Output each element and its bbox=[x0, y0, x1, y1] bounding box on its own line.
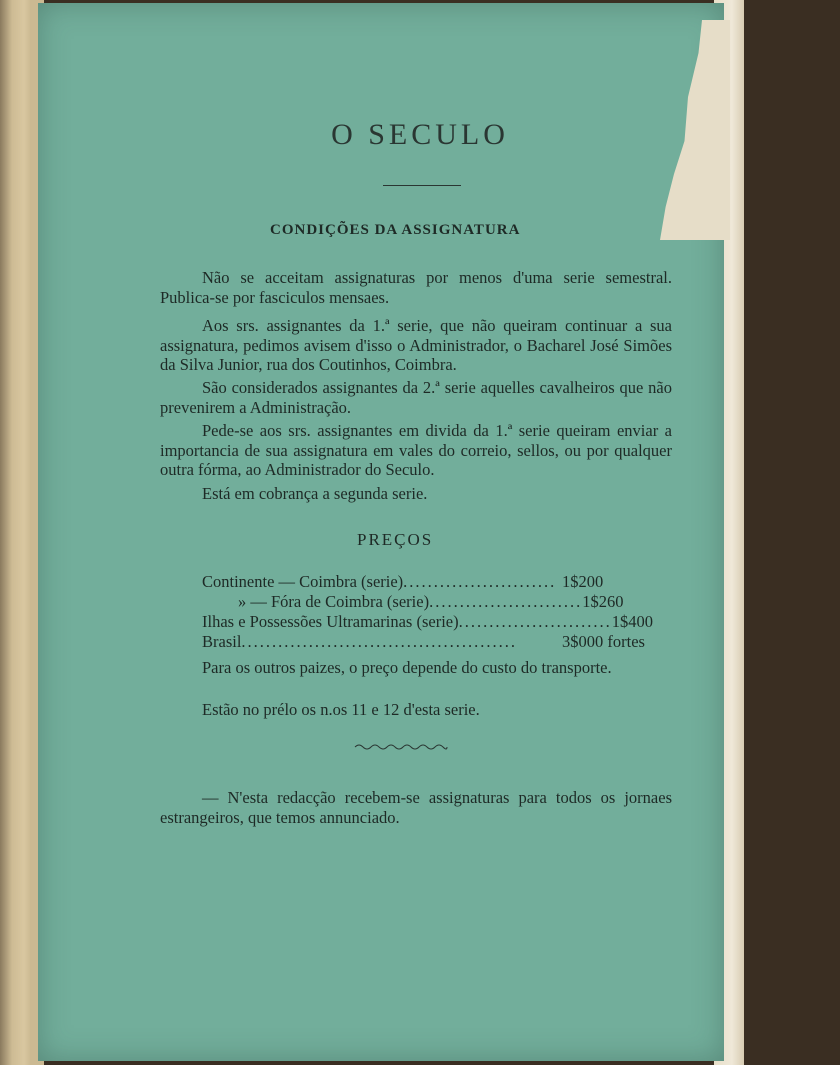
leader-dots: ......................... bbox=[458, 612, 612, 631]
paragraph-prices-note-1: Para os outros paizes, o preço depende do custo do transporte. bbox=[202, 658, 612, 677]
paragraph-conditions-4: Pede-se aos srs. assignantes em divida da 1.ª serie queiram enviar a importancia de sua assignatura em vales do correio, sellos, ou por qualquer outra fórma, ao Administrador do Seculo. bbox=[160, 421, 672, 479]
price-label: Ilhas e Possessões Ultramarinas (serie) bbox=[202, 612, 459, 631]
price-label: Brasil bbox=[202, 632, 242, 651]
section-heading-conditions: CONDIÇÕES DA ASSIGNATURA bbox=[270, 222, 521, 238]
price-list bbox=[202, 572, 672, 652]
price-value: 3$000 fortes bbox=[562, 632, 645, 651]
paragraph-conditions-3: São considerados assignantes da 2.ª serie aquelles cavalheiros que não prevenirem a Administração. bbox=[160, 378, 672, 417]
price-row bbox=[202, 572, 672, 592]
leader-dots: ............................................. bbox=[241, 632, 518, 651]
page-title: O SECULO bbox=[331, 118, 509, 151]
price-label: Continente — Coimbra (serie) bbox=[202, 572, 404, 591]
price-row bbox=[202, 592, 672, 612]
paragraph-conditions-1: Não se acceitam assignaturas por menos d'uma serie semestral. Publica-se por fasciculos mensaes. bbox=[160, 268, 672, 307]
leader-dots: ......................... bbox=[403, 572, 557, 591]
price-label: » — Fóra de Coimbra (serie) bbox=[238, 592, 430, 611]
price-value: 1$260 bbox=[582, 592, 624, 611]
price-value: 1$400 bbox=[611, 612, 653, 631]
price-row bbox=[202, 632, 672, 652]
price-value: 1$200 bbox=[562, 572, 604, 591]
paragraph-conditions-5: Está em cobrança a segunda serie. bbox=[202, 484, 428, 503]
price-row bbox=[202, 612, 672, 632]
leader-dots: ......................... bbox=[429, 592, 583, 611]
section-heading-prices: PREÇOS bbox=[357, 530, 434, 549]
paragraph-prices-note-2: Estão no prélo os n.os 11 e 12 d'esta serie. bbox=[202, 700, 480, 719]
title-divider bbox=[383, 185, 461, 186]
paragraph-conditions-2: Aos srs. assignantes da 1.ª serie, que não queiram continuar a sua assignatura, pedimos avisem d'isso o Administrador, o Bacharel José Simões da Silva Junior, rua dos Coutinhos, Coimbra. bbox=[160, 316, 672, 374]
wavy-divider bbox=[355, 740, 447, 754]
paragraph-footer-note: — N'esta redacção recebem-se assignaturas para todos os jornaes estrangeiros, que temos annunciado. bbox=[160, 788, 672, 827]
